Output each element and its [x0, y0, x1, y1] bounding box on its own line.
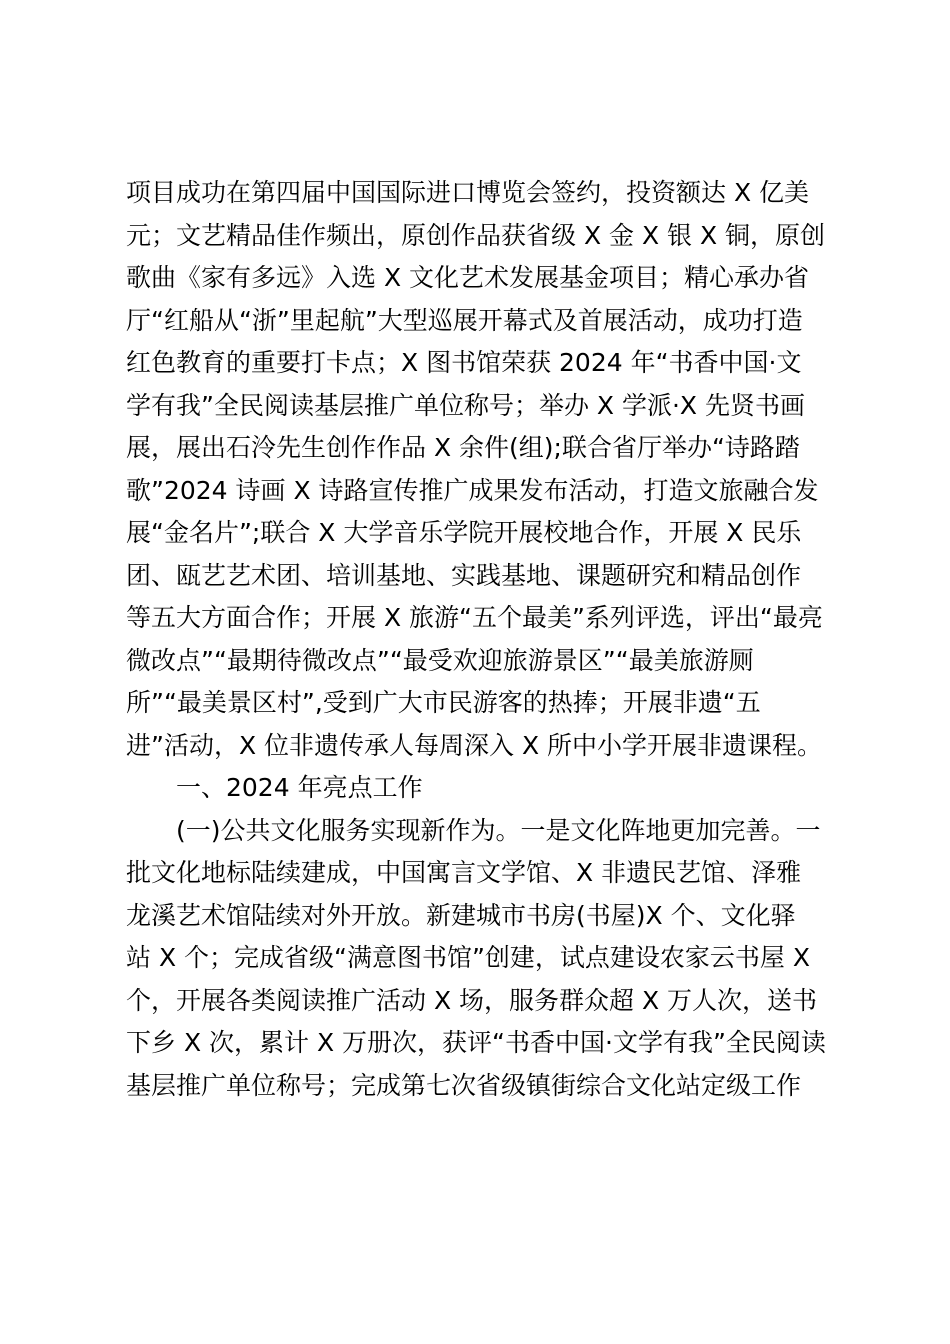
- paragraph-line: 团、瓯艺艺术团、培训基地、实践基地、课题研究和精品创作: [126, 560, 802, 590]
- paragraph-line: 红色教育的重要打卡点；X 图书馆荣获 2024 年“书香中国·文: [126, 348, 802, 377]
- paragraph-line: 批文化地标陆续建成，中国寓言文学馆、X 非遗民艺馆、泽雅: [126, 858, 802, 887]
- paragraph-line: 进”活动，X 位非遗传承人每周深入 X 所中小学开展非遗课程。: [126, 730, 823, 760]
- subsection-heading-line: (一)公共文化服务实现新作为。一是文化阵地更加完善。一: [176, 815, 821, 845]
- paragraph-line: 站 X 个；完成省级“满意图书馆”创建，试点建设农家云书屋 X: [126, 943, 810, 972]
- paragraph-line: 项目成功在第四届中国国际进口博览会签约，投资额达 X 亿美: [126, 178, 810, 207]
- paragraph-line: 歌”2024 诗画 X 诗路宣传推广成果发布活动，打造文旅融合发: [126, 475, 819, 505]
- document-body: [126, 172, 838, 1107]
- paragraph-line: 展，展出石泠先生创作作品 X 余件(组);联合省厅举办“诗路踏: [126, 433, 800, 462]
- paragraph-line: 等五大方面合作；开展 X 旅游“五个最美”系列评选，评出“最亮: [126, 603, 823, 632]
- paragraph-line: 个，开展各类阅读推广活动 X 场，服务群众超 X 万人次，送书: [126, 985, 818, 1015]
- section-heading: 一、2024 年亮点工作: [176, 773, 423, 802]
- paragraph-line: 歌曲《家有多远》入选 X 文化艺术发展基金项目；精心承办省: [126, 263, 810, 292]
- paragraph-line: 厅“红船从“浙”里起航”大型巡展开幕式及首展活动，成功打造: [126, 305, 803, 335]
- paragraph-line: 所”“最美景区村”,受到广大市民游客的热捧；开展非遗“五: [126, 688, 761, 717]
- paragraph-line: 学有我”全民阅读基层推广单位称号；举办 X 学派·X 先贤书画: [126, 390, 805, 420]
- paragraph-line: 基层推广单位称号；完成第七次省级镇街综合文化站定级工作: [126, 1070, 802, 1100]
- paragraph-line: 元；文艺精品佳作频出，原创作品获省级 X 金 X 银 X 铜，原创: [126, 220, 826, 250]
- paragraph-line: 下乡 X 次，累计 X 万册次，获评“书香中国·文学有我”全民阅读: [126, 1028, 826, 1057]
- paragraph-line: 微改点”“最期待微改点”“最受欢迎旅游景区”“最美旅游厕: [126, 645, 754, 675]
- paragraph-line: 龙溪艺术馆陆续对外开放。新建城市书房(书屋)X 个、文化驿: [126, 900, 796, 930]
- paragraph-line: 展“金名片”;联合 X 大学音乐学院开展校地合作，开展 X 民乐: [126, 518, 802, 547]
